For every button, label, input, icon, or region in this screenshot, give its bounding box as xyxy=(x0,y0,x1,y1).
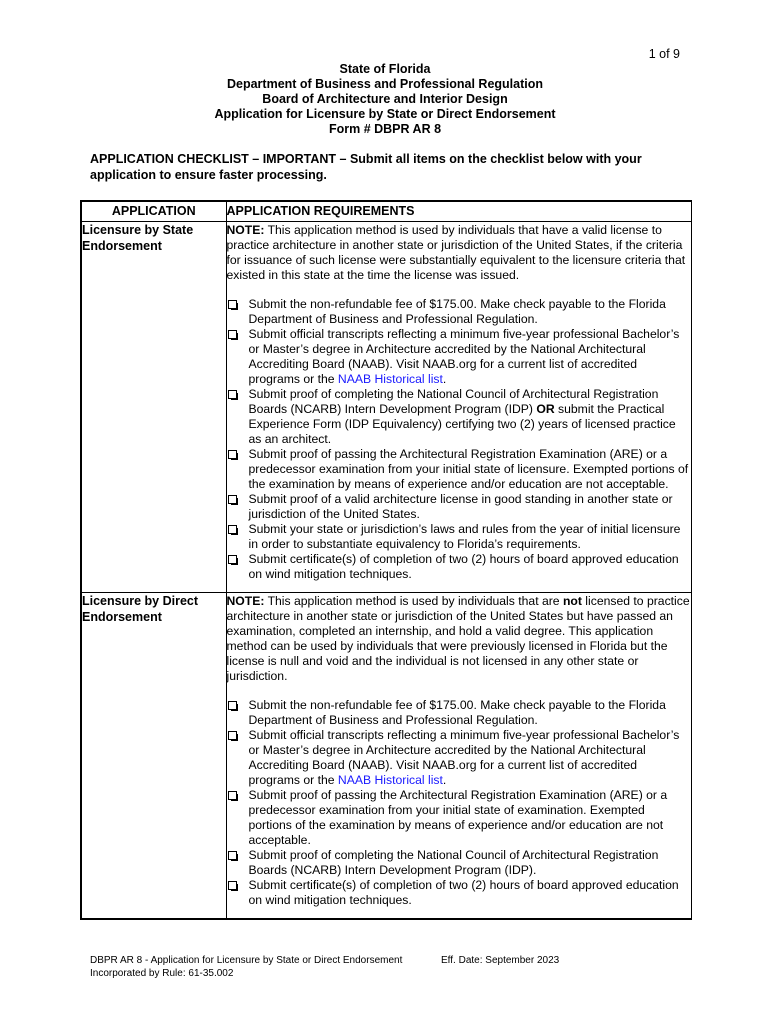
footer-form-title: DBPR AR 8 - Application for Licensure by State or Direct Endorsement xyxy=(90,955,403,966)
table-row xyxy=(81,593,691,920)
item-text: Submit proof of completing the National Council of Architectural Registration Boards (NCARB) Intern Development Program (IDP) xyxy=(248,387,659,416)
link-suffix: . xyxy=(442,773,447,787)
item-text: Submit your state or jurisdiction’s laws and rules from the year of initial licensure in order to substantiate equivalency to Florida’s requirements. xyxy=(248,522,681,551)
checklist-intro: APPLICATION CHECKLIST – IMPORTANT – Submit all items on the checklist below with your application to ensure faster processing. xyxy=(90,152,642,182)
row-label-state-endorsement: Licensure by State Endorsement xyxy=(81,222,226,593)
or-word: OR xyxy=(536,402,555,416)
item-text: Submit proof of completing the National Council of Architectural Registration Boards (NCARB) Intern Development Program (IDP). xyxy=(248,848,659,877)
checkbox-icon[interactable] xyxy=(228,791,237,800)
note-text: This application method is used by individuals that are xyxy=(264,594,563,608)
header-application-title: Application for Licensure by State or Direct Endorsement xyxy=(214,107,556,121)
link-suffix: . xyxy=(442,372,447,386)
header-board: Board of Architecture and Interior Design xyxy=(262,92,508,106)
item-text: Submit proof of passing the Architectural Registration Examination (ARE) or a predecessor examination from your initial state of examination. Exempted portions of the examination by means of experience and/or education are not acceptable. xyxy=(248,788,668,847)
checkbox-icon[interactable] xyxy=(228,701,237,710)
item-text: Submit certificate(s) of completion of two (2) hours of board approved education on wind mitigation techniques. xyxy=(248,552,679,581)
checklist-item[interactable] xyxy=(227,552,691,582)
checklist-item[interactable] xyxy=(227,522,691,552)
checkbox-icon[interactable] xyxy=(228,390,237,399)
footer-rule: Incorporated by Rule: 61-35.002 xyxy=(90,968,234,979)
checkbox-icon[interactable] xyxy=(228,300,237,309)
header-form-number: Form # DBPR AR 8 xyxy=(328,122,442,136)
checklist-item[interactable] xyxy=(227,387,691,447)
header-department: Department of Business and Professional Regulation xyxy=(226,77,544,91)
document-header xyxy=(0,62,770,137)
item-text: Submit official transcripts reflecting a minimum five-year professional Bachelor’s or Master’s degree in Architecture accredited by the National Architectural Accrediting Board (NAAB). Visit NAAB.org for a current list of accredited programs or the xyxy=(248,728,680,787)
note-emphasis: not xyxy=(562,594,582,608)
note-label: NOTE: xyxy=(226,223,265,237)
naab-historical-list-link[interactable]: NAAB Historical list xyxy=(337,372,443,386)
item-text: Submit the non-refundable fee of $175.00. Make check payable to the Florida Department of Business and Professional Regulation. xyxy=(248,297,666,326)
item-text: Submit the non-refundable fee of $175.00. Make check payable to the Florida Department of Business and Professional Regulation. xyxy=(248,698,666,727)
checklist-table xyxy=(80,200,692,920)
item-text-continued: submit the Practical Experience Form (IDP Equivalency) certifying two (2) years of licensed practice as an architect. xyxy=(248,402,676,446)
header-state: State of Florida xyxy=(339,62,431,76)
checkbox-icon[interactable] xyxy=(228,330,237,339)
checklist-item[interactable] xyxy=(227,788,691,848)
checkbox-icon[interactable] xyxy=(228,450,237,459)
checklist-item[interactable] xyxy=(227,447,691,492)
checklist-item[interactable] xyxy=(227,878,691,908)
item-text: Submit official transcripts reflecting a minimum five-year professional Bachelor’s or Master’s degree in Architecture accredited by the National Architectural Accrediting Board (NAAB). Visit NAAB.org for a current list of accredited programs or the xyxy=(248,327,680,386)
footer-form-info xyxy=(90,954,402,980)
checkbox-icon[interactable] xyxy=(228,731,237,740)
checklist-item[interactable] xyxy=(227,492,691,522)
item-text: Submit proof of a valid architecture license in good standing in another state or jurisdiction of the United States. xyxy=(248,492,673,521)
checkbox-icon[interactable] xyxy=(228,495,237,504)
checklist-item[interactable] xyxy=(227,698,691,728)
requirements-direct-endorsement xyxy=(226,593,691,920)
column-header-application: APPLICATION xyxy=(81,201,226,222)
footer-effective-date: Eff. Date: September 2023 xyxy=(441,955,560,966)
checklist-item[interactable] xyxy=(227,728,691,788)
table-row xyxy=(81,222,691,593)
table-header-row xyxy=(81,201,691,222)
note-direct-endorsement xyxy=(227,594,691,684)
item-text: Submit certificate(s) of completion of two (2) hours of board approved education on wind mitigation techniques. xyxy=(248,878,679,907)
naab-historical-list-link[interactable]: NAAB Historical list xyxy=(337,773,443,787)
note-label: NOTE: xyxy=(226,594,265,608)
checklist-item[interactable] xyxy=(227,297,691,327)
page-number: 1 of 9 xyxy=(648,47,680,61)
row-label-direct-endorsement: Licensure by Direct Endorsement xyxy=(81,593,226,920)
note-text: This application method is used by individuals that have a valid license to practice architecture in another state or jurisdiction of the United States, if the criteria for issuance of such license were substantially equivalent to the licensure criteria that existed in this state at the time the license was issued. xyxy=(226,223,686,282)
note-state-endorsement xyxy=(227,223,691,283)
item-text: Submit proof of passing the Architectural Registration Examination (ARE) or a predecessor examination from your initial state of licensure. Exempted portions of the examination by means of experience and/or education are not acceptable. xyxy=(248,447,689,491)
checklist-item[interactable] xyxy=(227,848,691,878)
checkbox-icon[interactable] xyxy=(228,881,237,890)
column-header-requirements: APPLICATION REQUIREMENTS xyxy=(226,201,691,222)
checkbox-icon[interactable] xyxy=(228,525,237,534)
checklist-item[interactable] xyxy=(227,327,691,387)
checkbox-icon[interactable] xyxy=(228,555,237,564)
requirements-state-endorsement xyxy=(226,222,691,593)
note-text-continued: licensed to practice architecture in another state or jurisdiction of the United States but have passed an examination, completed an internship, and hold a valid degree. This application method can be used by individuals that were previously licensed in Florida but the license is null and void and the individual is not licensed in any other state or jurisdiction. xyxy=(226,594,690,683)
checkbox-icon[interactable] xyxy=(228,851,237,860)
